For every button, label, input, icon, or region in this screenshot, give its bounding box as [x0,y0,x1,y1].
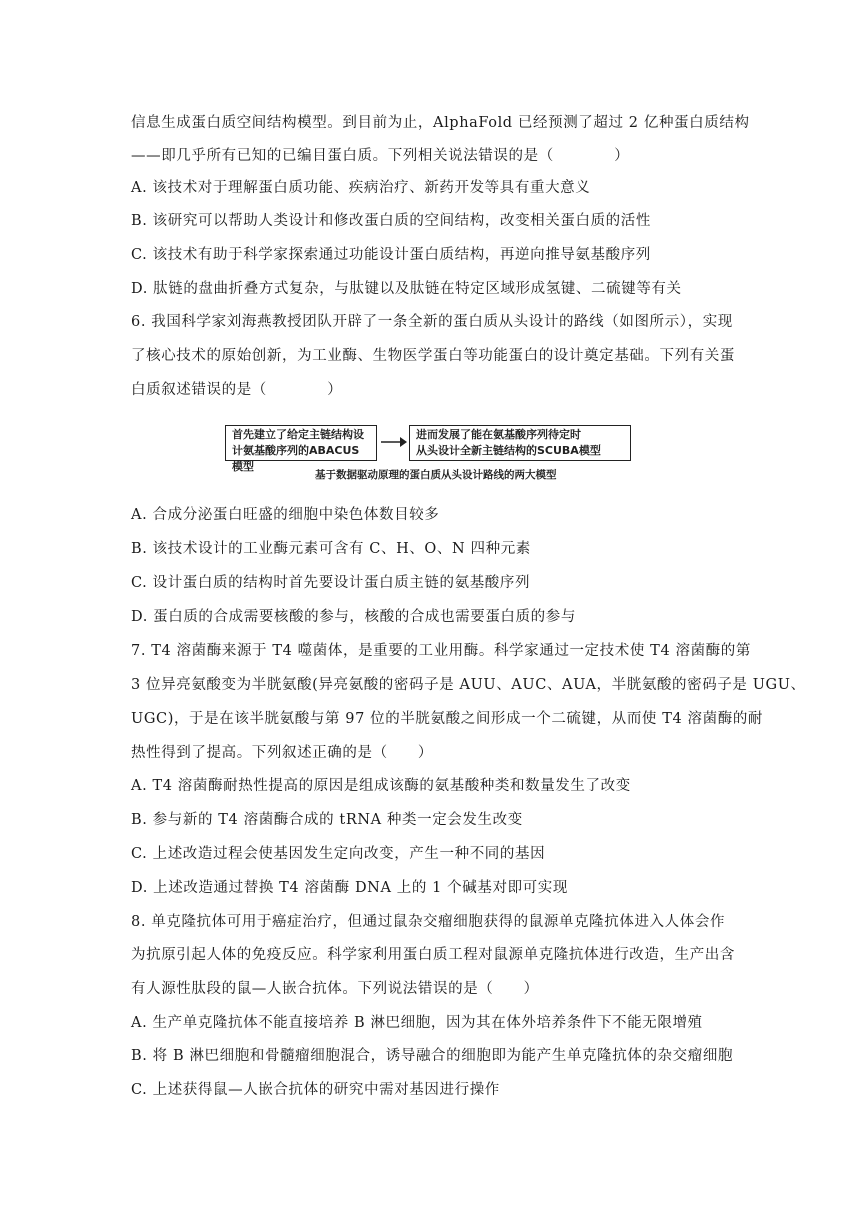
option-c: C. 上述改造过程会使基因发生定向改变，产生一种不同的基因 [131,846,546,862]
option-c: C. 上述获得鼠—人嵌合抗体的研究中需对基因进行操作 [131,1082,500,1098]
question-6: 6. 我国科学家刘海燕教授团队开辟了一条全新的蛋白质从头设计的路线（如图所示），实现 [131,314,733,330]
question-8: 8. 单克隆抗体可用于癌症治疗，但通过鼠杂交瘤细胞获得的鼠源单克隆抗体进入人体会作 [131,914,726,930]
option-a: A. 该技术对于理解蛋白质功能、疾病治疗、新药开发等具有重大意义 [131,180,591,196]
text-line: UGC)，于是在该半胱氨酸与第 97 位的半胱氨酸之间形成一个二硫键，从而使 T4 溶菌酶的耐 [131,711,764,727]
option-b: B. 将 B 淋巴细胞和骨髓瘤细胞混合，诱导融合的细胞即为能产生单克隆抗体的杂交瘤细胞 [131,1048,734,1064]
text-line: 为抗原引起人体的免疫反应。科学家利用蛋白质工程对鼠源单克隆抗体进行改造，生产出含 [131,947,735,963]
text-line: 热性得到了提高。下列叙述正确的是（ ） [131,745,433,761]
box-line: 计氨基酸序列的ABACUS模型 [232,444,360,473]
box-line: 首先建立了给定主链结构设 [232,428,364,441]
box-line: 进而发展了能在氨基酸序列待定时 [416,428,581,441]
option-a: A. 生产单克隆抗体不能直接培养 B 淋巴细胞，因为其在体外培养条件下不能无限增殖 [131,1015,703,1031]
text-line: ——即几乎所有已知的已编目蛋白质。下列相关说法错误的是（ ） [131,148,630,164]
option-c: C. 设计蛋白质的结构时首先要设计蛋白质主链的氨基酸序列 [131,575,531,591]
option-d: D. 蛋白质的合成需要核酸的参与，核酸的合成也需要蛋白质的参与 [131,609,576,625]
option-d: D. 上述改造通过替换 T4 溶菌酶 DNA 上的 1 个碱基对即可实现 [131,880,568,896]
text-line: 信息生成蛋白质空间结构模型。到目前为止，AlphaFold 已经预测了超过 2 亿种蛋白质结构 [131,115,750,131]
option-b: B. 参与新的 T4 溶菌酶合成的 tRNA 种类一定会发生改变 [131,812,523,828]
scuba-model-box [409,425,631,461]
option-a: A. T4 溶菌酶耐热性提高的原因是组成该酶的氨基酸种类和数量发生了改变 [131,778,631,794]
option-d: D. 肽链的盘曲折叠方式复杂，与肽键以及肽链在特定区域形成氢键、二硫键等有关 [131,281,682,297]
text-line: 白质叙述错误的是（ ） [131,382,343,398]
box-line: 从头设计全新主链结构的SCUBA模型 [416,444,601,457]
question-7: 7. T4 溶菌酶来源于 T4 噬菌体，是重要的工业用酶。科学家通过一定技术使 T4 溶菌酶的第 [131,643,751,659]
text-line: 有人源性肽段的鼠—人嵌合抗体。下列说法错误的是（ ） [131,981,539,997]
option-a: A. 合成分泌蛋白旺盛的细胞中染色体数目较多 [131,507,440,523]
option-b: B. 该技术设计的工业酶元素可含有 C、H、O、N 四种元素 [131,541,531,557]
text-line: 了核心技术的原始创新，为工业酶、生物医学蛋白等功能蛋白的设计奠定基础。下列有关蛋 [131,348,735,364]
text-line: 3 位异亮氨酸变为半胱氨酸(异亮氨酸的密码子是 AUU、AUC、AUA，半胱氨酸的密码子是 UGU、 [131,677,806,693]
abacus-model-box [225,425,377,473]
diagram-caption: 基于数据驱动原理的蛋白质从头设计路线的两大模型 [315,469,557,481]
option-c: C. 该技术有助于科学家探索通过功能设计蛋白质结构，再逆向推导氨基酸序列 [131,247,651,263]
right-arrow-icon [381,435,407,449]
protein-design-diagram [225,425,635,485]
option-b: B. 该研究可以帮助人类设计和修改蛋白质的空间结构，改变相关蛋白质的活性 [131,213,651,229]
